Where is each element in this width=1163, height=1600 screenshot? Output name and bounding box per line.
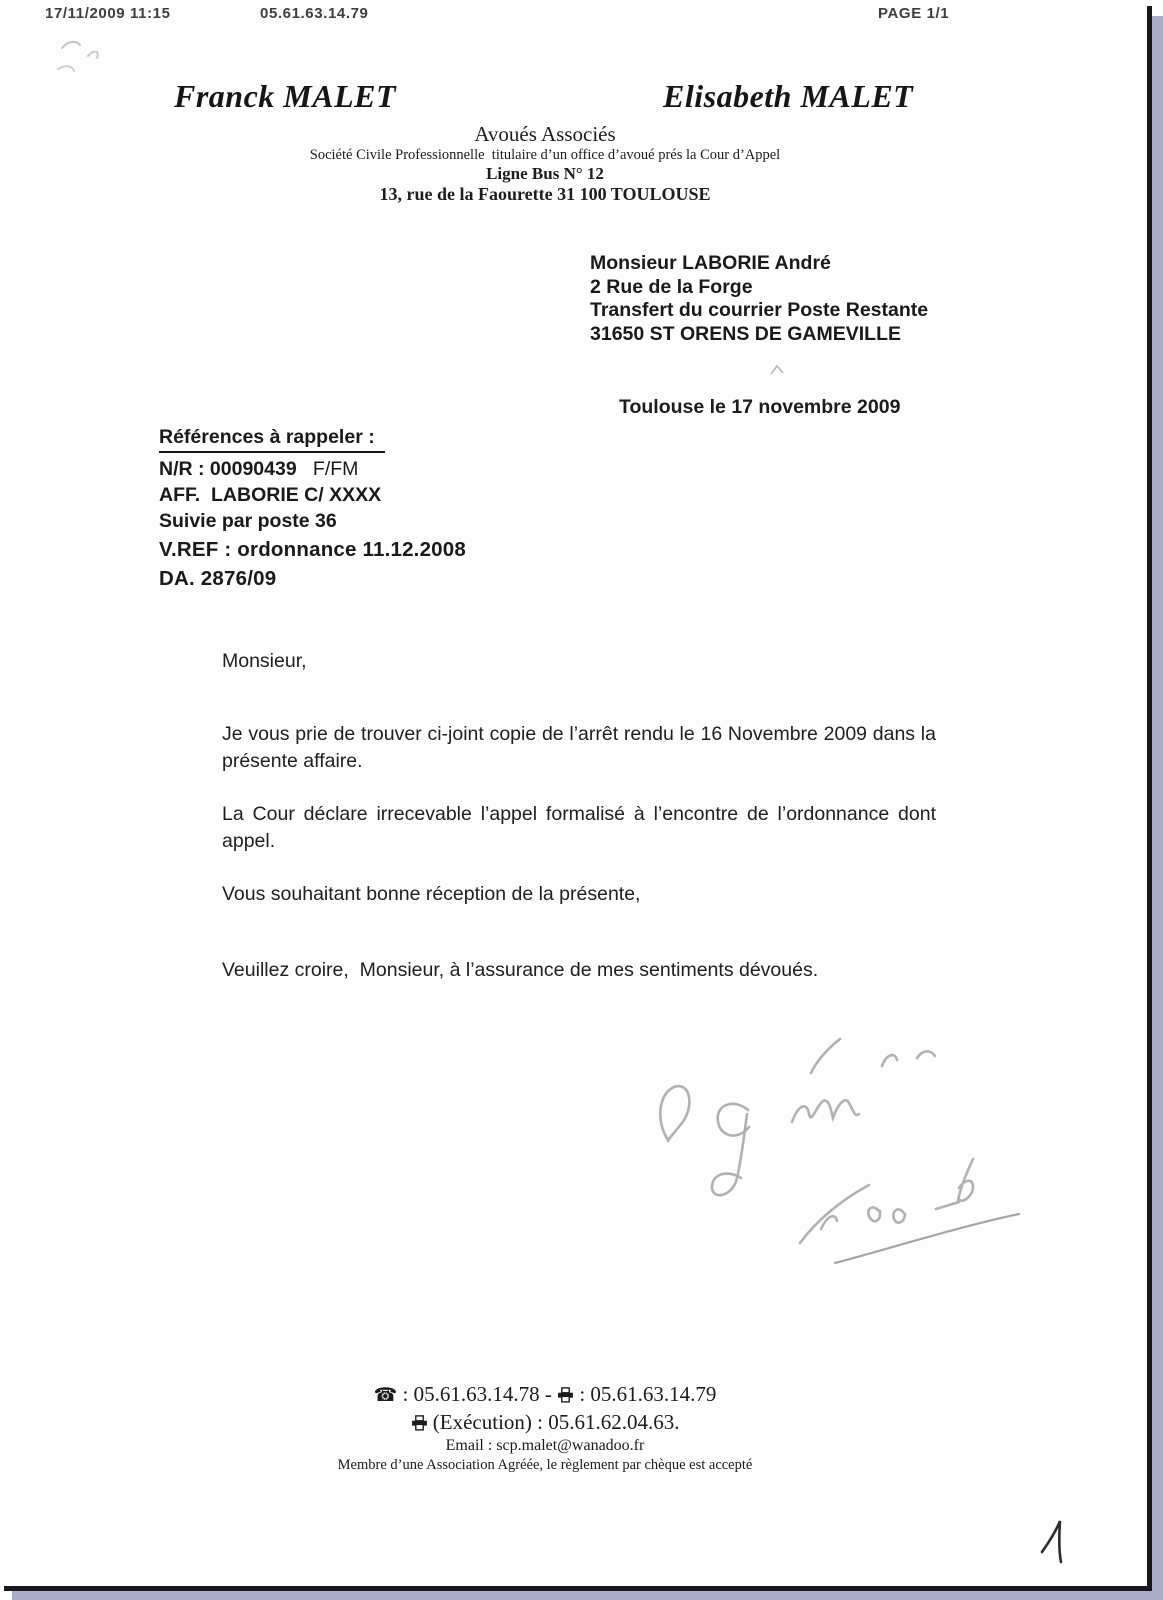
pencil-smudge-top-left bbox=[50, 28, 140, 78]
scan-border-bottom bbox=[4, 1586, 1152, 1591]
handwritten-annotation bbox=[620, 1010, 1040, 1280]
scan-shadow-right bbox=[1152, 16, 1163, 1600]
recipient-line: Transfert du courrier Poste Restante bbox=[590, 299, 929, 321]
footer-fax-number: : 05.61.63.14.79 bbox=[579, 1382, 717, 1406]
recipient-address-block bbox=[590, 252, 928, 346]
partner-name-left: Franck MALET bbox=[174, 78, 397, 114]
recipient-line: 2 Rue de la Forge bbox=[590, 275, 753, 298]
partner-name-right: Elisabeth MALET bbox=[663, 78, 914, 114]
fax-icon bbox=[557, 1387, 574, 1403]
dateline: Toulouse le 17 novembre 2009 bbox=[619, 396, 901, 418]
footer-execution-line bbox=[0, 1410, 1090, 1435]
reference-nr-label: N/R : 00090439 bbox=[159, 458, 297, 480]
street-address: 13, rue de la Faourette 31 100 TOULOUSE bbox=[379, 184, 711, 204]
reference-vref: V.REF : ordonnance 11.12.2008 bbox=[159, 538, 466, 561]
scan-shadow-bottom bbox=[12, 1591, 1163, 1600]
bus-line: Ligne Bus N° 12 bbox=[486, 164, 604, 183]
fax-icon bbox=[411, 1415, 428, 1431]
footer-phone-number: : 05.61.63.14.78 - bbox=[402, 1382, 552, 1406]
scan-border-right bbox=[1147, 6, 1152, 1591]
footer-membership-line: Membre d’une Association Agréée, le règlement par chèque est accepté bbox=[337, 1457, 753, 1473]
references-heading: Références à rappeler : bbox=[159, 424, 385, 453]
handwritten-page-number bbox=[1030, 1512, 1080, 1572]
reference-nr bbox=[159, 456, 466, 482]
footer-phone-fax-line bbox=[0, 1382, 1090, 1407]
fax-number: 05.61.63.14.79 bbox=[260, 5, 369, 22]
salutation: Monsieur, bbox=[222, 650, 307, 672]
reference-aff: AFF. LABORIE C/ XXXX bbox=[159, 484, 382, 506]
letter-body bbox=[222, 650, 942, 1006]
reference-suivie: Suivie par poste 36 bbox=[159, 510, 337, 532]
reference-da: DA. 2876/09 bbox=[159, 567, 277, 590]
recipient-line: Monsieur LABORIE André bbox=[590, 252, 831, 274]
scan-speck bbox=[770, 364, 784, 376]
reference-nr-suffix: F/FM bbox=[296, 458, 359, 480]
footer-email-line: Email : scp.malet@wanadoo.fr bbox=[445, 1437, 645, 1454]
page-indicator: PAGE 1/1 bbox=[878, 5, 950, 22]
telephone-icon: ☎ bbox=[373, 1384, 398, 1406]
recipient-line: 31650 ST ORENS DE GAMEVILLE bbox=[590, 322, 902, 345]
firm-subtitle: Société Civile Professionnelle titulaire d’un office d’avoué prés la Cour d’Appel bbox=[309, 147, 781, 163]
body-paragraph: Vous souhaitant bonne réception de la présente, bbox=[222, 883, 641, 905]
fax-datetime: 17/11/2009 11:15 bbox=[45, 5, 171, 22]
firm-title: Avoués Associés bbox=[474, 122, 616, 146]
body-paragraph: La Cour déclare irrecevable l’appel formalisé à l’encontre de l’ordonnance dont appel. bbox=[222, 803, 942, 852]
references-block bbox=[159, 424, 466, 592]
body-paragraph: Je vous prie de trouver ci-joint copie de l’arrêt rendu le 16 Novembre 2009 dans la présente affaire. bbox=[222, 723, 942, 772]
footer-execution-number: (Exécution) : 05.61.62.04.63. bbox=[432, 1410, 680, 1434]
body-paragraph: Veuillez croire, Monsieur, à l’assurance de mes sentiments dévoués. bbox=[222, 959, 819, 981]
